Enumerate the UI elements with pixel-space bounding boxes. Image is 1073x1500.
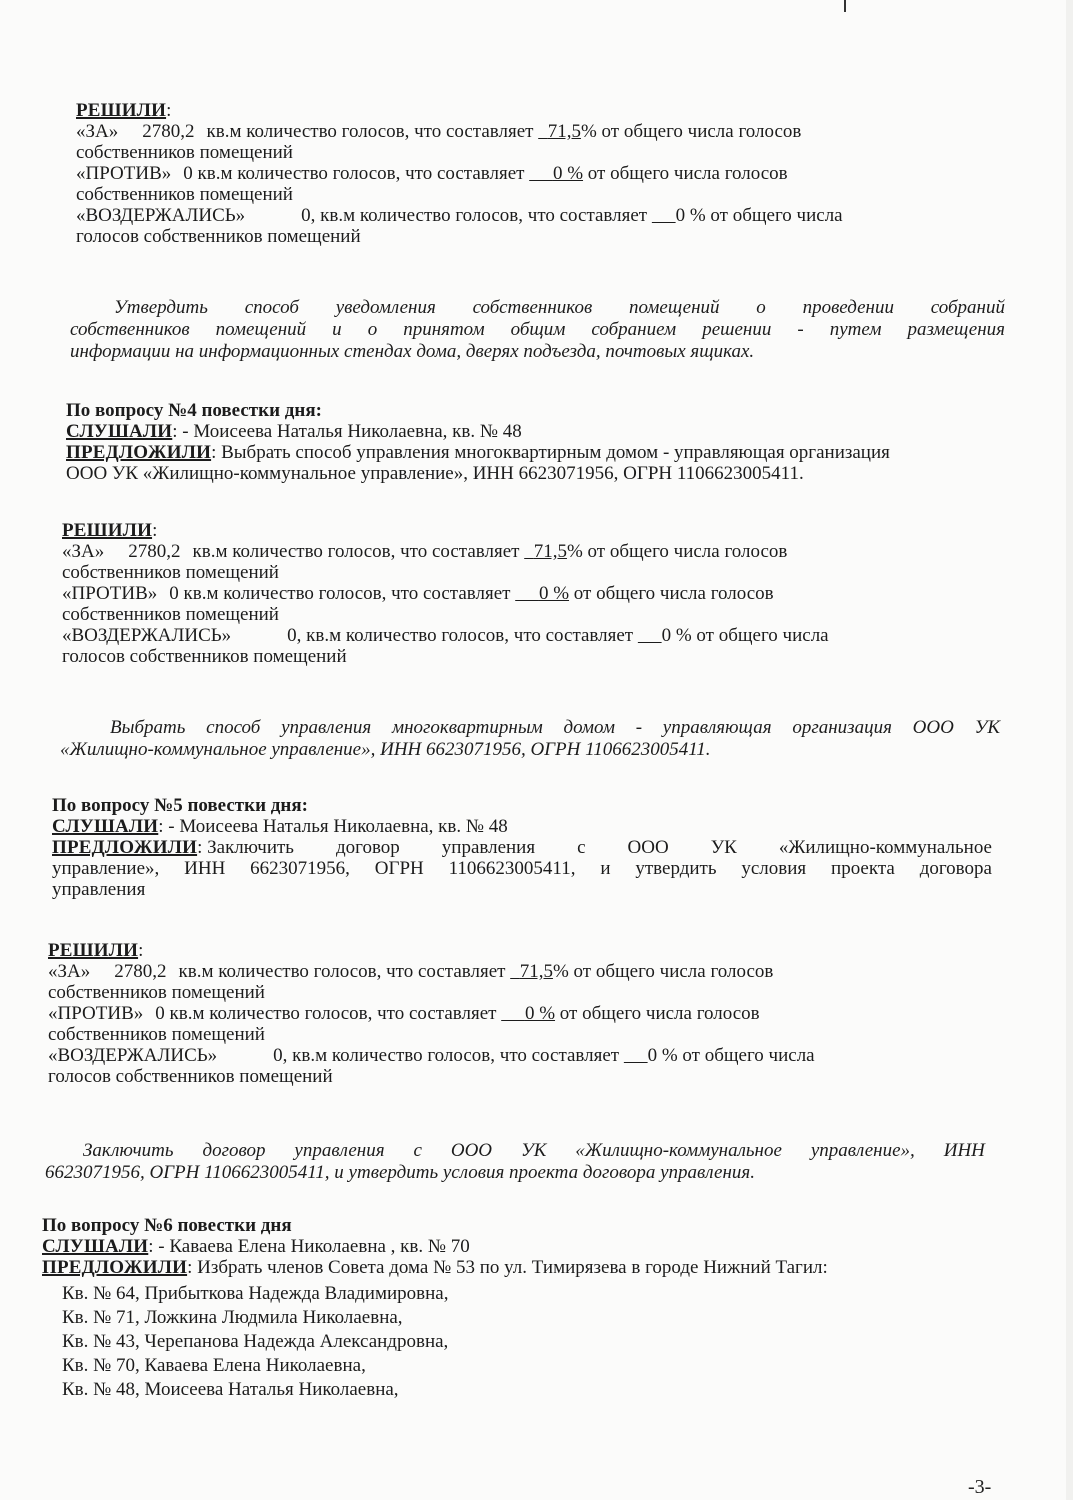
council-member: Кв. № 70, Каваева Елена Николаевна, [62,1355,366,1376]
decision-q4: Выбрать способ управления многоквартирным домом - управляющая организация ООО УК «Жилищно-коммунальное управление», ИНН 6623071956, ОГРН 1106623005411. [60,717,1000,760]
question-5: По вопросу №5 повестки дня: СЛУШАЛИ: - Моисеева Наталья Николаевна, кв. № 48 ПРЕДЛОЖИЛИ: Заключить договор управления с ООО УК «Жилищно-коммунальное управление», ИНН 6623071956, ОГРН 1106623005411, и утвердить условия проекта договора управления [52,795,992,900]
vote-for-line: «ЗА» 2780,2 кв.м количество голосов, что составляет 71,5% от общего числа голосов [76,121,802,142]
council-member: Кв. № 71, Ложкина Людмила Николаевна, [62,1307,403,1328]
page-number: -3- [968,1476,992,1498]
vote-against-percent: 0 % [552,163,584,184]
resolved-heading: РЕШИЛИ [76,100,167,121]
council-members-list [62,1282,662,1402]
scan-mark [844,0,846,12]
vote-against-line: «ПРОТИВ» 0 кв.м количество голосов, что составляет 0 % от общего числа голосов [76,163,788,184]
vote-abstain-line: «ВОЗДЕРЖАЛИСЬ» 0, кв.м количество голосов, что составляет 0 % от общего числа [76,205,843,226]
question-4-title: По вопросу №4 повестки дня: [66,400,322,421]
vote-block-q3: РЕШИЛИ: «ЗА» 2780,2 кв.м количество голосов, что составляет 71,5% от общего числа голосов собственников помещений «ПРОТИВ» 0 кв.м количество голосов, что составляет 0 % от общего числа голосов собственников помещений «ВОЗДЕРЖАЛИСЬ» 0, кв.м количество голосов, что составляет 0 % от общего числа голосов собственников помещений [76,100,976,247]
council-member: Кв. № 64, Прибыткова Надежда Владимировна, [62,1283,449,1304]
vote-block-q5: РЕШИЛИ: «ЗА» 2780,2 кв.м количество голосов, что составляет 71,5% от общего числа голосов собственников помещений «ПРОТИВ» 0 кв.м количество голосов, что составляет 0 % от общего числа голосов собственников помещений «ВОЗДЕРЖАЛИСЬ» 0, кв.м количество голосов, что составляет 0 % от общего числа голосов собственников помещений [48,940,815,1087]
council-member: Кв. № 48, Моисеева Наталья Николаевна, [62,1379,399,1400]
decision-q5: Заключить договор управления с ООО УК «Жилищно-коммунальное управление», ИНН 6623071956, ОГРН 1106623005411, и утвердить условия проекта договора управления. [45,1140,985,1183]
council-member: Кв. № 43, Черепанова Надежда Александровна, [62,1331,449,1352]
decision-q3: Утвердить способ уведомления собственников помещений о проведении собраний собственников помещений и о принятом общим собранием решении - путем размещения информации на информационных стендах дома, дверях подъезда, почтовых ящиках. [70,297,1005,362]
question-4: По вопросу №4 повестки дня: СЛУШАЛИ: - Моисеева Наталья Николаевна, кв. № 48 ПРЕДЛОЖИЛИ: Выбрать способ управления многоквартирным домом - управляющая организация ООО УК «Жилищно-коммунальное управление», ИНН 6623071956, ОГРН 1106623005411. [66,400,1006,484]
question-6: По вопросу №6 повестки дня СЛУШАЛИ: - Каваева Елена Николаевна , кв. № 70 ПРЕДЛОЖИЛИ: Избрать членов Совета дома № 53 по ул. Тимирязева в городе Нижний Тагил: [42,1215,828,1278]
vote-for-percent: 71,5 [547,121,581,142]
vote-block-q4: РЕШИЛИ: «ЗА» 2780,2 кв.м количество голосов, что составляет 71,5% от общего числа голосов собственников помещений «ПРОТИВ» 0 кв.м количество голосов, что составляет 0 % от общего числа голосов собственников помещений «ВОЗДЕРЖАЛИСЬ» 0, кв.м количество голосов, что составляет 0 % от общего числа голосов собственников помещений [62,520,829,667]
scan-edge [1066,0,1073,1500]
